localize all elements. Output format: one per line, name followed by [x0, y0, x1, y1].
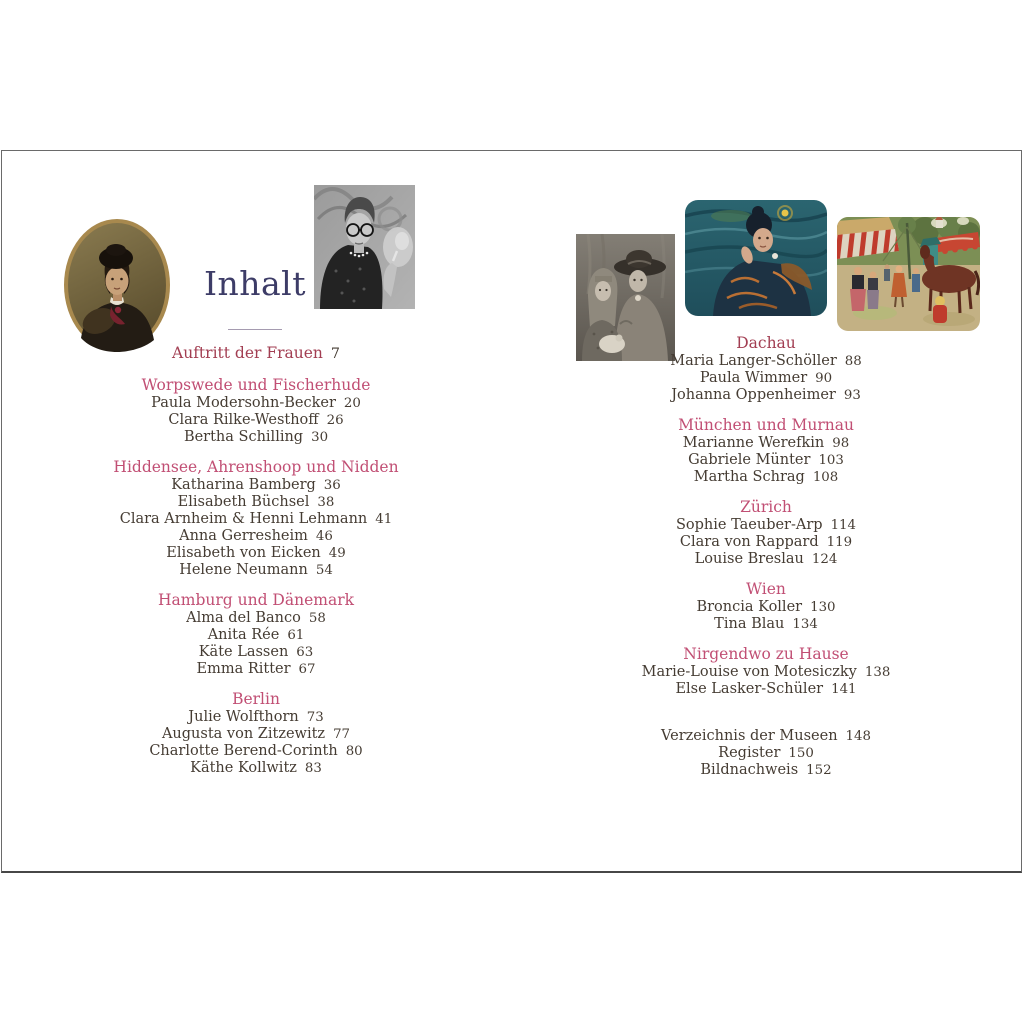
toc-entry-name: Charlotte Berend-Corinth [149, 743, 338, 759]
toc-entry-name: Clara Rilke-Westhoff [168, 412, 319, 428]
toc-entry [566, 728, 966, 745]
toc-entry-name: Marie-Louise von Motesiczky [641, 664, 857, 680]
toc-entry [56, 644, 456, 661]
toc-section-heading [56, 458, 456, 477]
toc-page-number: 58 [308, 611, 326, 626]
toc-entry-name: Clara von Rappard [679, 534, 819, 550]
toc-page-number: 26 [326, 413, 344, 428]
toc-page-number: 138 [864, 665, 891, 680]
toc-entry-name: Alma del Banco [186, 610, 301, 626]
toc-entry [56, 429, 456, 446]
toc-entry [56, 412, 456, 429]
toc-entry-name: Elisabeth von Eicken [166, 545, 321, 561]
toc-entry [56, 661, 456, 678]
toc-section [56, 690, 456, 777]
toc-section-heading [56, 591, 456, 610]
toc-page-number: 108 [812, 470, 839, 485]
toc-page-number: 38 [317, 495, 335, 510]
toc-page-number: 88 [844, 354, 862, 369]
toc-entry-name: Bertha Schilling [183, 429, 304, 445]
toc-entry-name: Anita Rée [207, 627, 280, 643]
toc-section [566, 580, 966, 633]
toc-entry-name: Verzeichnis der Museen [661, 728, 838, 744]
toc-entry-name: Maria Langer-Schöller [670, 353, 837, 369]
toc-page-number: 124 [811, 552, 838, 567]
toc-entry-name: Katharina Bamberg [171, 477, 316, 493]
toc-entry [566, 517, 966, 534]
toc-entry [566, 599, 966, 616]
toc-entry-name: Johanna Oppenheimer [671, 387, 836, 403]
toc-entry-name: Broncia Koller [696, 599, 803, 615]
toc-entry-name: Gabriele Münter [688, 452, 811, 468]
toc-page-number: 148 [845, 729, 871, 744]
title-divider [228, 329, 282, 330]
toc-page-number: 98 [832, 436, 850, 451]
toc-entry [56, 610, 456, 627]
toc-page-number: 134 [792, 617, 818, 632]
toc-section [566, 334, 966, 404]
toc-page-number: 77 [333, 727, 351, 742]
toc-entry [56, 760, 456, 777]
toc-right-column [566, 334, 966, 779]
toc-entry [566, 387, 966, 404]
toc-entry-name: Elisabeth Büchsel [177, 494, 310, 510]
toc-section-heading [566, 580, 966, 599]
toc-entry [56, 743, 456, 760]
toc-page-number: 141 [831, 682, 857, 697]
toc-section-heading-label: Zürich [740, 498, 792, 516]
toc-entry-name: Emma Ritter [196, 661, 291, 677]
toc-entry [56, 477, 456, 494]
toc-entry-name: Bildnachweis [700, 762, 799, 778]
toc-entry-name: Else Lasker-Schüler [675, 681, 824, 697]
toc-section-heading [566, 498, 966, 517]
toc-entry [566, 452, 966, 469]
toc-entry [566, 616, 966, 633]
woman-blue-painting-image [685, 200, 827, 316]
toc-page-number: 67 [298, 662, 316, 677]
toc-entry-name: Helene Neumann [179, 562, 308, 578]
toc-section-heading-label: Berlin [232, 690, 280, 708]
toc-entry-name: Paula Wimmer [699, 370, 808, 386]
toc-entry-name: Paula Modersohn-Becker [151, 395, 336, 411]
book-spread [1, 150, 1022, 873]
toc-entry [56, 494, 456, 511]
toc-entry-name: Käthe Kollwitz [190, 760, 297, 776]
toc-section [56, 344, 456, 364]
toc-section [566, 645, 966, 698]
toc-section [56, 591, 456, 678]
toc-entry-name: Clara Arnheim & Henni Lehmann [119, 511, 368, 527]
toc-section-heading-label: München und Murnau [678, 416, 854, 434]
toc-entry-name: Martha Schrag [693, 469, 805, 485]
toc-section [566, 416, 966, 486]
toc-section-heading-label: Hamburg und Dänemark [158, 591, 354, 609]
toc-page-number: 130 [810, 600, 836, 615]
toc-section [56, 376, 456, 446]
toc-page-number: 46 [315, 529, 333, 544]
toc-entry [56, 627, 456, 644]
toc-entry [56, 562, 456, 579]
toc-entry-name: Register [718, 745, 781, 761]
toc-page-number: 114 [830, 518, 857, 533]
toc-section-heading [566, 416, 966, 435]
toc-entry [566, 681, 966, 698]
toc-page-number: 36 [323, 478, 341, 493]
toc-entry [566, 762, 966, 779]
toc-entry [56, 726, 456, 743]
toc-page-number: 93 [843, 388, 861, 403]
toc-section-heading-label: Dachau [736, 334, 796, 352]
toc-entry-name: Julie Wolfthorn [188, 709, 299, 725]
toc-page-number: 80 [345, 744, 363, 759]
toc-entry-name: Marianne Werefkin [682, 435, 825, 451]
toc-page-number: 61 [287, 628, 305, 643]
toc-section-heading-label: Worpswede und Fischerhude [141, 376, 371, 394]
toc-entry [56, 528, 456, 545]
page-title: Inhalt [203, 264, 307, 303]
toc-page-number: 103 [818, 453, 844, 468]
toc-entry [56, 511, 456, 528]
toc-section [566, 728, 966, 779]
toc-entry-name: Käte Lassen [198, 644, 289, 660]
toc-entry [566, 745, 966, 762]
toc-entry [56, 709, 456, 726]
toc-entry-name: Louise Breslau [694, 551, 804, 567]
toc-section-heading [566, 645, 966, 664]
toc-entry [566, 551, 966, 568]
toc-page-number: 49 [328, 546, 346, 561]
toc-section-heading-label: Nirgendwo zu Hause [683, 645, 849, 663]
toc-page-number: 30 [311, 430, 329, 445]
toc-section [566, 498, 966, 568]
toc-section-heading-label: Hiddensee, Ahrenshoop und Nidden [113, 458, 399, 476]
toc-section-heading [56, 344, 456, 364]
toc-section-heading [56, 690, 456, 709]
toc-section-heading-label: Auftritt der Frauen [172, 344, 323, 362]
toc-page-number: 119 [826, 535, 853, 550]
toc-entry [566, 664, 966, 681]
toc-page-number: 20 [343, 396, 361, 411]
toc-page-number: 41 [375, 512, 393, 527]
toc-entry [566, 353, 966, 370]
toc-entry-name: Anna Gerresheim [179, 528, 308, 544]
toc-entry [566, 534, 966, 551]
toc-page-number: 150 [788, 746, 814, 761]
toc-page-number: 63 [296, 645, 314, 660]
toc-page-number: 152 [806, 763, 832, 778]
toc-left-column [56, 344, 456, 777]
toc-entry [566, 469, 966, 486]
toc-page-number: 73 [306, 710, 324, 725]
toc-entry-name: Augusta von Zitzewitz [161, 726, 326, 742]
toc-section [56, 458, 456, 579]
toc-entry [56, 395, 456, 412]
toc-entry-name: Tina Blau [714, 616, 785, 632]
toc-entry [566, 435, 966, 452]
toc-entry-name: Sophie Taeuber-Arp [675, 517, 823, 533]
toc-entry [56, 545, 456, 562]
fairground-painting-image [837, 217, 980, 331]
toc-section-heading [56, 376, 456, 395]
toc-section-heading-label: Wien [746, 580, 786, 598]
toc-section-heading [566, 334, 966, 353]
toc-page-number: 7 [330, 346, 340, 362]
toc-page-number: 54 [315, 563, 333, 578]
toc-page-number: 90 [815, 371, 833, 386]
toc-entry [566, 370, 966, 387]
toc-page-number: 83 [304, 761, 322, 776]
